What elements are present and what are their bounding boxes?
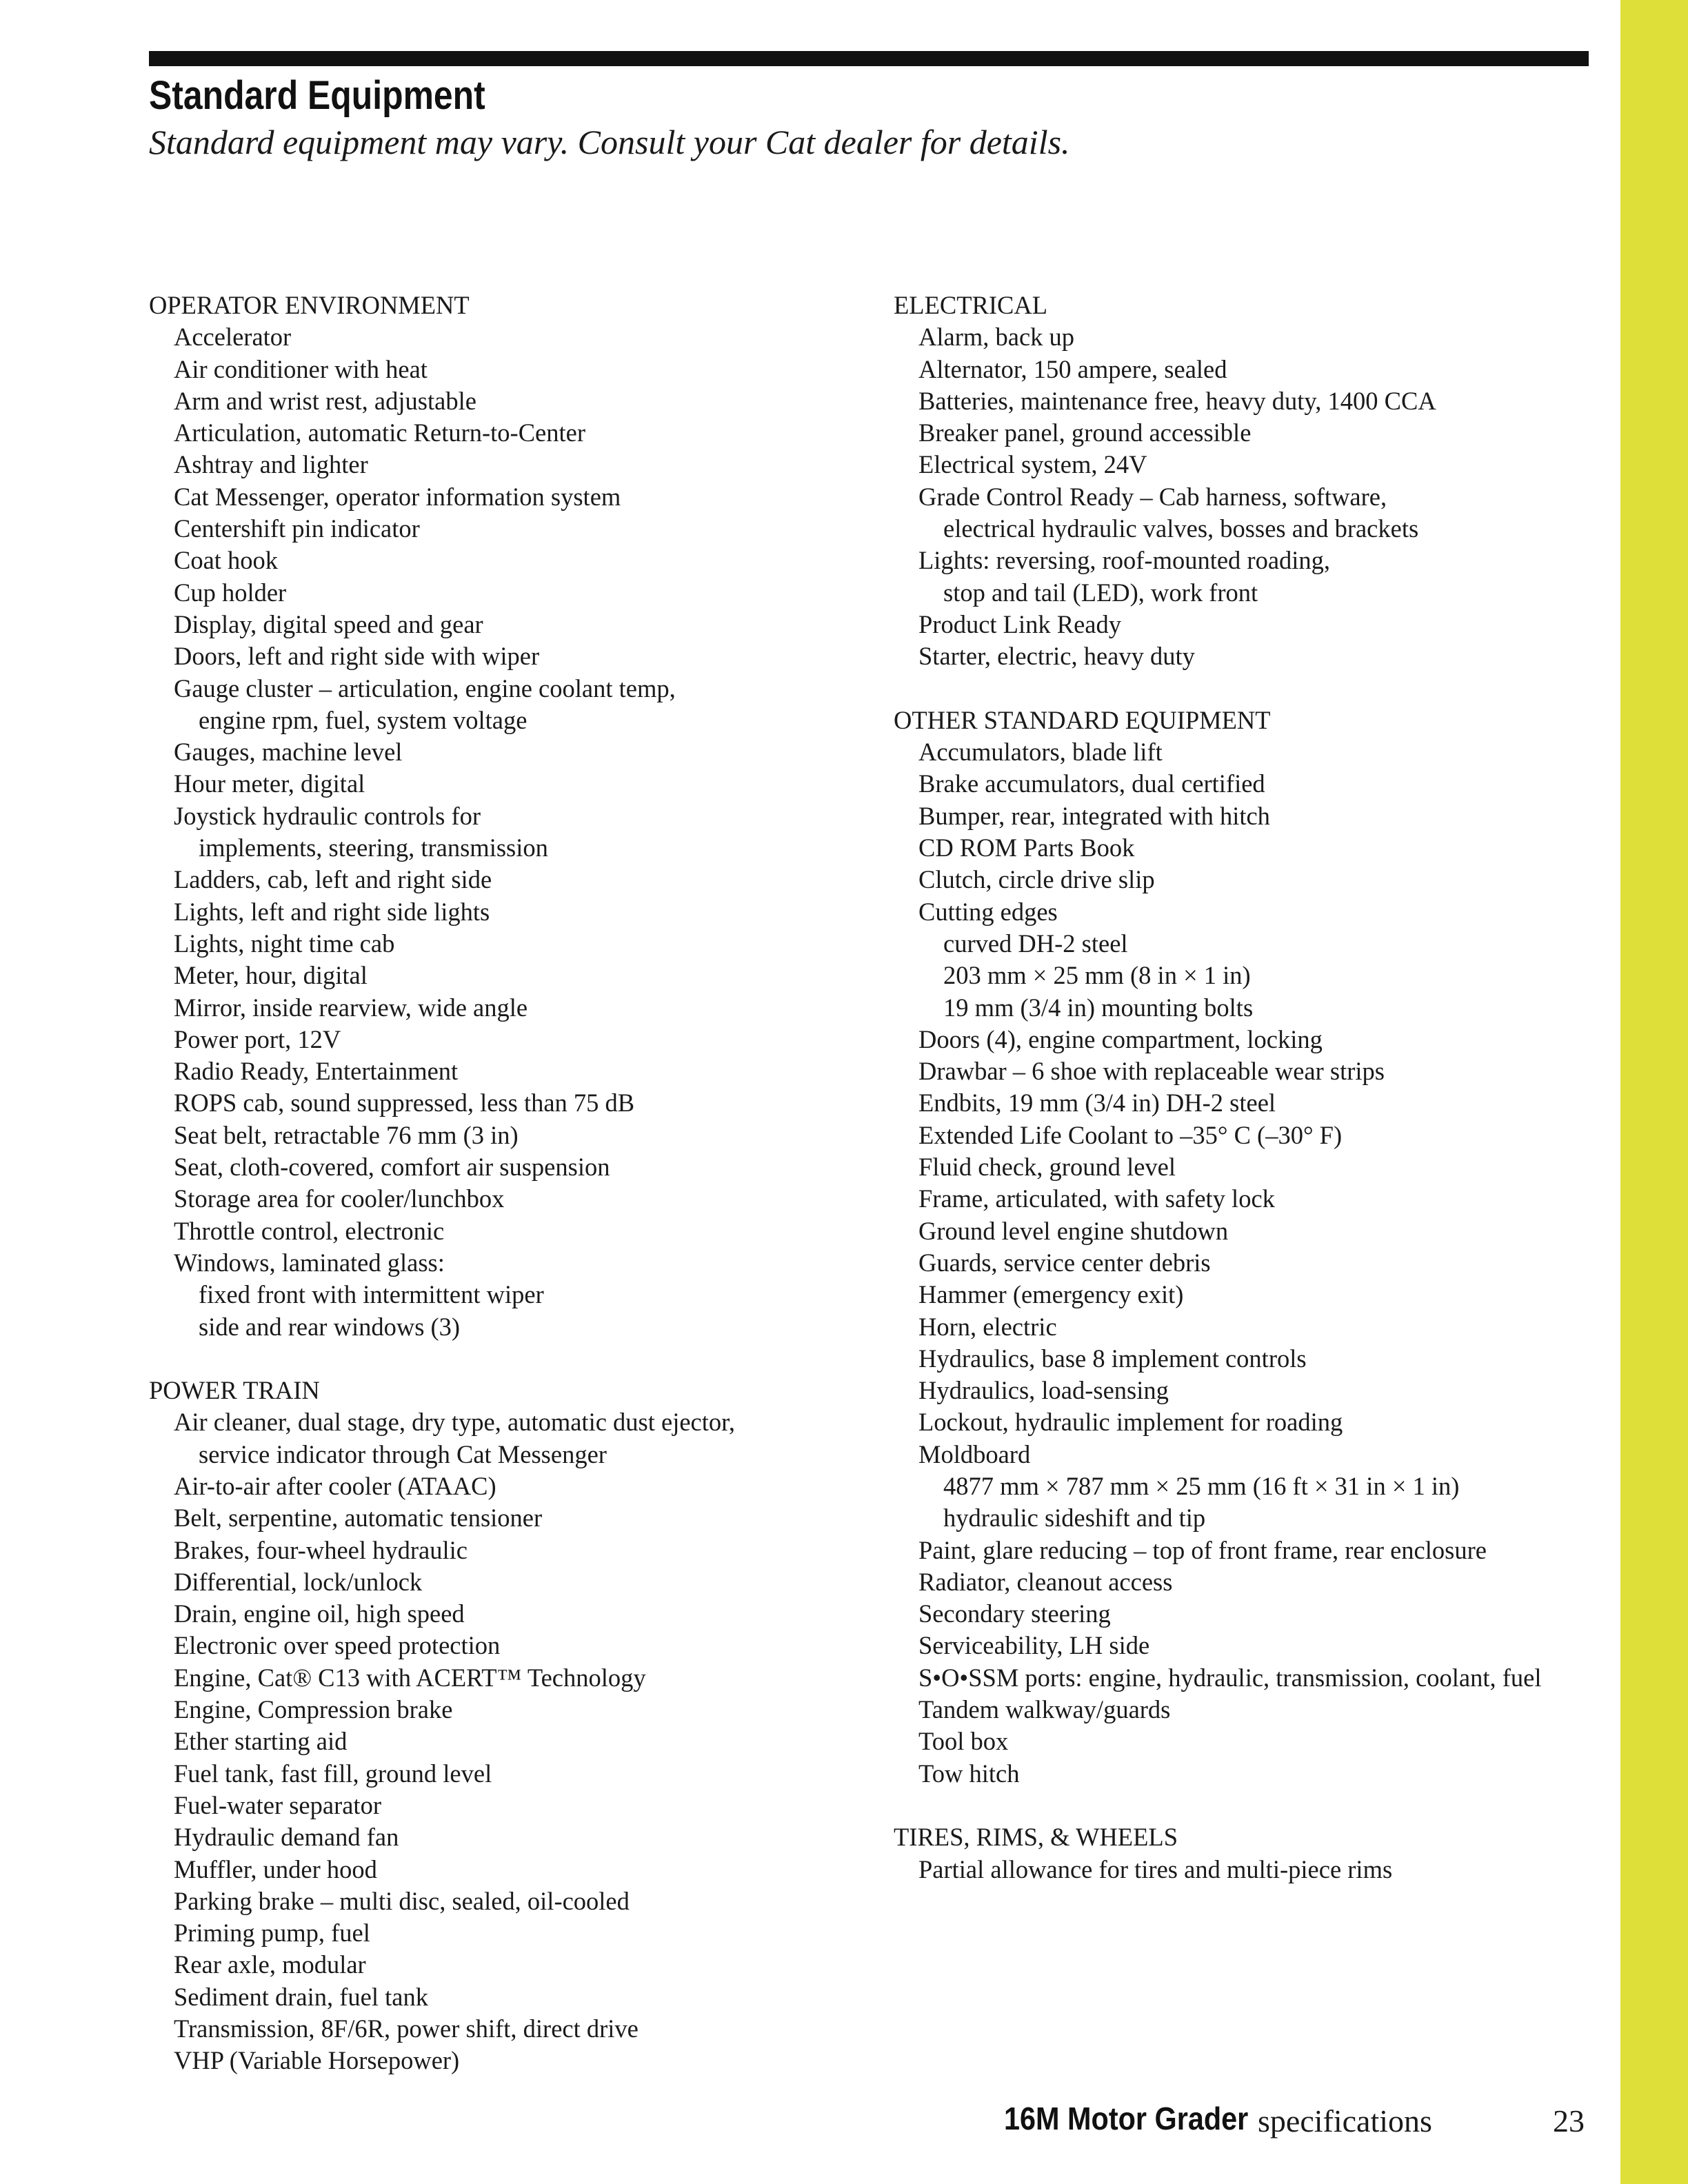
section-tires-rims-wheels <box>894 1821 1611 1885</box>
page-number: 23 <box>1553 2103 1585 2138</box>
equipment-item: Breaker panel, ground accessible <box>918 418 1252 447</box>
equipment-item: Secondary steering <box>918 1599 1111 1628</box>
equipment-item: Engine, Cat® C13 with ACERT™ Technology <box>174 1663 646 1692</box>
page-title: Standard Equipment <box>149 73 485 118</box>
equipment-item: Serviceability, LH side <box>918 1631 1150 1660</box>
footer-label: specifications <box>1258 2103 1432 2138</box>
equipment-item: Fuel tank, fast fill, ground level <box>174 1759 492 1788</box>
equipment-item: 203 mm × 25 mm (8 in × 1 in) <box>943 961 1251 990</box>
equipment-item: Radio Ready, Entertainment <box>174 1057 459 1086</box>
equipment-item: Gauges, machine level <box>174 738 403 767</box>
equipment-item: Radiator, cleanout access <box>918 1567 1173 1596</box>
equipment-item: Differential, lock/unlock <box>174 1567 423 1596</box>
equipment-item: Cat Messenger, operator information system <box>174 482 621 511</box>
equipment-item: Cutting edges <box>918 897 1058 926</box>
equipment-item: Articulation, automatic Return-to-Center <box>174 418 585 447</box>
equipment-item: Horn, electric <box>918 1312 1057 1341</box>
equipment-item: Extended Life Coolant to –35° C (–30° F) <box>918 1120 1343 1149</box>
page-subtitle: Standard equipment may vary. Consult your Cat dealer for details. <box>149 123 1070 161</box>
equipment-item: Ladders, cab, left and right side <box>174 865 492 894</box>
equipment-item: Fluid check, ground level <box>918 1153 1176 1182</box>
yellow-side-band <box>1620 0 1688 2184</box>
equipment-item: Air-to-air after cooler (ATAAC) <box>174 1471 496 1500</box>
equipment-item: Paint, glare reducing – top of front frame, rear enclosure <box>918 1535 1487 1564</box>
equipment-item: Transmission, 8F/6R, power shift, direct drive <box>174 2014 639 2043</box>
equipment-item: Tandem walkway/guards <box>918 1695 1171 1724</box>
equipment-item: Electronic over speed protection <box>174 1631 501 1660</box>
equipment-item: fixed front with intermittent wiper <box>199 1280 544 1309</box>
equipment-item: Seat, cloth-covered, comfort air suspension <box>174 1153 610 1182</box>
equipment-item: Ether starting aid <box>174 1727 348 1756</box>
section-operator-environment <box>149 290 880 1343</box>
equipment-item: Doors, left and right side with wiper <box>174 642 540 671</box>
equipment-item: Accumulators, blade lift <box>918 738 1163 767</box>
equipment-item: Doors (4), engine compartment, locking <box>918 1024 1323 1053</box>
equipment-item: CD ROM Parts Book <box>918 833 1135 862</box>
equipment-item: Lights, night time cab <box>174 929 395 958</box>
section-electrical <box>894 290 1611 673</box>
equipment-item: Muffler, under hood <box>174 1854 377 1883</box>
equipment-item: Air cleaner, dual stage, dry type, automatic dust ejector, <box>174 1408 735 1437</box>
equipment-item: curved DH-2 steel <box>943 929 1128 958</box>
equipment-item: Brakes, four-wheel hydraulic <box>174 1535 468 1564</box>
equipment-item: Drawbar – 6 shoe with replaceable wear strips <box>918 1057 1385 1086</box>
equipment-item: Joystick hydraulic controls for <box>174 801 481 830</box>
right-column <box>894 290 1611 1917</box>
equipment-item: Gauge cluster – articulation, engine coolant temp, <box>174 674 676 702</box>
section-other-standard-equipment <box>894 705 1611 1790</box>
equipment-item: Seat belt, retractable 76 mm (3 in) <box>174 1120 519 1149</box>
equipment-item: Partial allowance for tires and multi-piece rims <box>918 1854 1393 1883</box>
equipment-item: Engine, Compression brake <box>174 1695 453 1724</box>
equipment-item: stop and tail (LED), work front <box>943 578 1258 607</box>
equipment-item: engine rpm, fuel, system voltage <box>199 705 528 734</box>
equipment-item: 4877 mm × 787 mm × 25 mm (16 ft × 31 in × 1 in) <box>943 1471 1460 1500</box>
header-rule <box>149 51 1589 66</box>
equipment-item: Lockout, hydraulic implement for roading <box>918 1408 1343 1437</box>
equipment-item: Arm and wrist rest, adjustable <box>174 386 476 415</box>
equipment-item: hydraulic sideshift and tip <box>943 1504 1206 1533</box>
equipment-item: Product Link Ready <box>918 609 1121 638</box>
equipment-item: Bumper, rear, integrated with hitch <box>918 801 1270 830</box>
equipment-item: Fuel-water separator <box>174 1790 381 1819</box>
equipment-item: Coat hook <box>174 546 279 575</box>
equipment-item: Belt, serpentine, automatic tensioner <box>174 1504 543 1533</box>
section-title: OPERATOR ENVIRONMENT <box>149 291 470 319</box>
equipment-item: Hydraulic demand fan <box>174 1823 399 1852</box>
equipment-item: Ground level engine shutdown <box>918 1216 1229 1245</box>
equipment-item: Starter, electric, heavy duty <box>918 642 1195 671</box>
equipment-item: ROPS cab, sound suppressed, less than 75 dB <box>174 1089 635 1118</box>
equipment-item: Hammer (emergency exit) <box>918 1280 1184 1309</box>
equipment-item: Drain, engine oil, high speed <box>174 1599 465 1628</box>
equipment-item: Power port, 12V <box>174 1024 341 1053</box>
equipment-item: 19 mm (3/4 in) mounting bolts <box>943 993 1254 1022</box>
footer-model-name: 16M Motor Grader <box>1004 2101 1249 2136</box>
equipment-item: Tool box <box>918 1727 1009 1756</box>
equipment-item: Ashtray and lighter <box>174 450 368 479</box>
equipment-item: Meter, hour, digital <box>174 961 368 990</box>
equipment-item: implements, steering, transmission <box>199 833 548 862</box>
equipment-item: Centershift pin indicator <box>174 514 420 543</box>
equipment-item: S•O•SSM ports: engine, hydraulic, transmission, coolant, fuel <box>918 1663 1542 1692</box>
equipment-item: Grade Control Ready – Cab harness, software, <box>918 482 1387 511</box>
equipment-item: Alternator, 150 ampere, sealed <box>918 354 1227 383</box>
equipment-item: Endbits, 19 mm (3/4 in) DH-2 steel <box>918 1089 1276 1118</box>
left-column <box>149 290 880 2109</box>
equipment-item: Sediment drain, fuel tank <box>174 1982 428 2011</box>
equipment-item: electrical hydraulic valves, bosses and brackets <box>943 514 1419 543</box>
equipment-item: Parking brake – multi disc, sealed, oil-cooled <box>174 1886 630 1915</box>
equipment-item: Batteries, maintenance free, heavy duty, 1400 CCA <box>918 386 1436 415</box>
section-title: POWER TRAIN <box>149 1376 320 1405</box>
section-title: OTHER STANDARD EQUIPMENT <box>894 705 1271 734</box>
equipment-item: Cup holder <box>174 578 287 607</box>
equipment-item: Throttle control, electronic <box>174 1216 445 1245</box>
section-title: ELECTRICAL <box>894 291 1048 319</box>
footer <box>1004 2100 1590 2144</box>
equipment-item: Alarm, back up <box>918 323 1075 352</box>
equipment-item: Windows, laminated glass: <box>174 1248 445 1277</box>
equipment-item: Guards, service center debris <box>918 1248 1211 1277</box>
equipment-item: Accelerator <box>174 323 292 352</box>
equipment-item: Hour meter, digital <box>174 769 365 798</box>
section-power-train <box>149 1375 880 2077</box>
equipment-item: Hydraulics, base 8 implement controls <box>918 1344 1307 1373</box>
equipment-item: Mirror, inside rearview, wide angle <box>174 993 528 1022</box>
equipment-item: Frame, articulated, with safety lock <box>918 1184 1275 1213</box>
equipment-item: Rear axle, modular <box>174 1950 366 1979</box>
equipment-item: service indicator through Cat Messenger <box>199 1439 607 1468</box>
equipment-item: Lights: reversing, roof-mounted roading, <box>918 546 1331 575</box>
equipment-item: Storage area for cooler/lunchbox <box>174 1184 505 1213</box>
equipment-item: Display, digital speed and gear <box>174 609 483 638</box>
equipment-item: Hydraulics, load-sensing <box>918 1376 1169 1405</box>
equipment-item: Electrical system, 24V <box>918 450 1147 479</box>
equipment-item: Lights, left and right side lights <box>174 897 490 926</box>
equipment-item: VHP (Variable Horsepower) <box>174 2046 460 2075</box>
equipment-item: Air conditioner with heat <box>174 354 428 383</box>
equipment-item: Moldboard <box>918 1439 1031 1468</box>
equipment-item: side and rear windows (3) <box>199 1312 461 1341</box>
equipment-item: Priming pump, fuel <box>174 1919 370 1948</box>
equipment-item: Tow hitch <box>918 1759 1020 1788</box>
section-title: TIRES, RIMS, & WHEELS <box>894 1823 1178 1852</box>
equipment-item: Clutch, circle drive slip <box>918 865 1155 894</box>
equipment-item: Brake accumulators, dual certified <box>918 769 1265 798</box>
